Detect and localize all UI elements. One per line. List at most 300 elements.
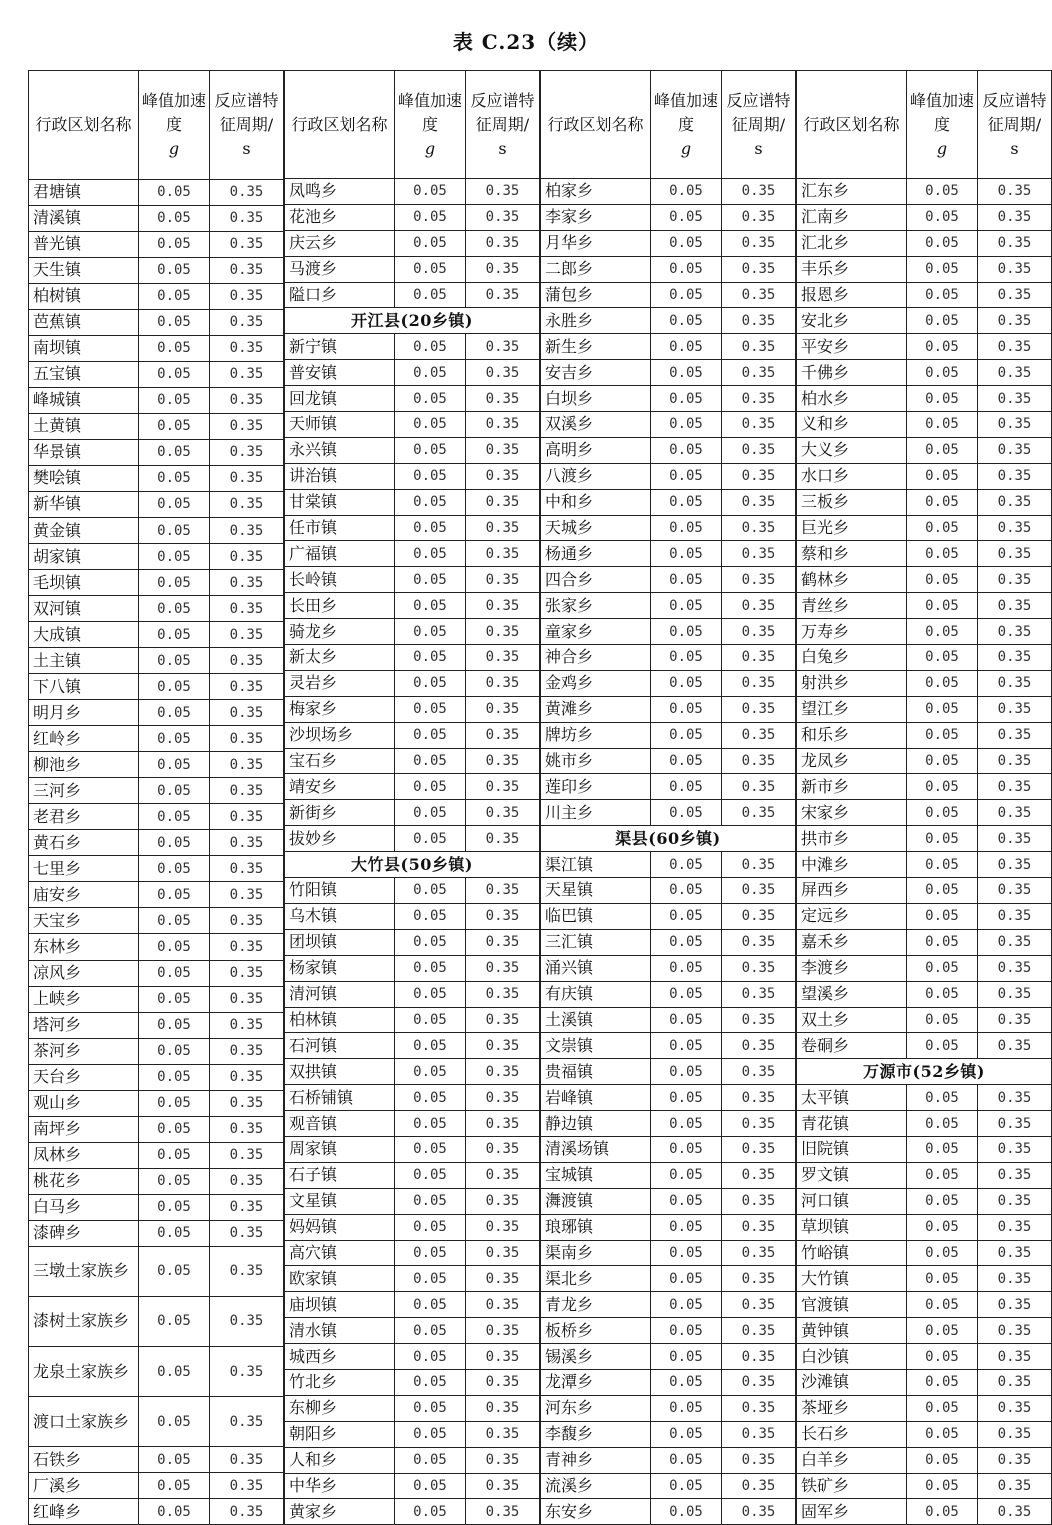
table-block-1 (28, 70, 284, 1525)
table-row (29, 778, 284, 804)
peak-acceleration-value: 0.05 (139, 700, 210, 726)
peak-acceleration-value: 0.05 (907, 878, 978, 904)
township-name: 庙安乡 (29, 882, 139, 908)
period-value: 0.35 (722, 696, 796, 722)
period-value: 0.35 (466, 903, 540, 929)
header-row (29, 71, 284, 180)
township-name: 李馥乡 (541, 1421, 651, 1447)
header-row (285, 71, 540, 179)
period-value: 0.35 (466, 1240, 540, 1266)
township-name: 凤林乡 (29, 1142, 139, 1168)
period-value: 0.35 (466, 748, 540, 774)
peak-acceleration-value: 0.05 (651, 308, 722, 334)
period-value: 0.35 (466, 1266, 540, 1292)
table-row (541, 230, 796, 256)
table-row (285, 800, 540, 826)
period-value: 0.35 (722, 412, 796, 438)
peak-acceleration-value: 0.05 (139, 908, 210, 934)
period-value: 0.35 (466, 282, 540, 308)
peak-acceleration-value: 0.05 (907, 282, 978, 308)
period-value: 0.35 (978, 645, 1052, 671)
period-value: 0.35 (210, 1090, 284, 1116)
table-row (285, 1162, 540, 1188)
peak-acceleration-value: 0.05 (139, 856, 210, 882)
table-row (797, 826, 1052, 852)
township-name: 定远乡 (797, 903, 907, 929)
header-name-label: 行政区划名称 (291, 114, 388, 134)
peak-acceleration-value: 0.05 (907, 1136, 978, 1162)
table-row (29, 908, 284, 934)
township-name: 青花镇 (797, 1111, 907, 1137)
header-name-label: 行政区划名称 (547, 114, 644, 134)
period-value: 0.35 (210, 1447, 284, 1473)
period-value: 0.35 (466, 1318, 540, 1344)
table-row (285, 1214, 540, 1240)
table-row (797, 1421, 1052, 1447)
table-row (29, 1038, 284, 1064)
peak-acceleration-value: 0.05 (395, 541, 466, 567)
township-name: 拱市乡 (797, 826, 907, 852)
peak-acceleration-value: 0.05 (651, 230, 722, 256)
table-row (29, 361, 284, 387)
period-value: 0.35 (978, 256, 1052, 282)
period-value: 0.35 (210, 726, 284, 752)
peak-acceleration-value: 0.05 (395, 1188, 466, 1214)
table-row (29, 1447, 284, 1473)
peak-acceleration-value: 0.05 (907, 852, 978, 878)
township-name: 天生镇 (29, 257, 139, 283)
peak-acceleration-value: 0.05 (651, 1240, 722, 1266)
township-name: 黄家乡 (285, 1499, 395, 1525)
township-name: 有庆镇 (541, 981, 651, 1007)
table-row (29, 1397, 284, 1447)
table-row (285, 256, 540, 282)
peak-acceleration-value: 0.05 (139, 1090, 210, 1116)
peak-acceleration-value: 0.05 (139, 335, 210, 361)
peak-acceleration-value: 0.05 (139, 1168, 210, 1194)
township-name: 新太乡 (285, 645, 395, 671)
peak-acceleration-value: 0.05 (395, 1292, 466, 1318)
period-value: 0.35 (466, 774, 540, 800)
period-value: 0.35 (466, 645, 540, 671)
township-name: 沙滩镇 (797, 1369, 907, 1395)
period-value: 0.35 (722, 1499, 796, 1525)
township-name: 拔妙乡 (285, 826, 395, 852)
period-value: 0.35 (722, 308, 796, 334)
table-row (29, 674, 284, 700)
period-value: 0.35 (978, 1214, 1052, 1240)
period-value: 0.35 (722, 1214, 796, 1240)
township-name: 南坝镇 (29, 335, 139, 361)
township-name: 黄钟镇 (797, 1318, 907, 1344)
peak-acceleration-value: 0.05 (907, 1292, 978, 1318)
peak-acceleration-value: 0.05 (907, 1499, 978, 1525)
township-name: 李家乡 (541, 204, 651, 230)
table-row (541, 748, 796, 774)
table-row (29, 1168, 284, 1194)
peak-acceleration-value: 0.05 (651, 515, 722, 541)
period-value: 0.35 (466, 1344, 540, 1370)
township-name: 厂溪乡 (29, 1473, 139, 1499)
table-row (797, 1214, 1052, 1240)
township-name: 报恩乡 (797, 282, 907, 308)
table-row (797, 1188, 1052, 1214)
peak-acceleration-value: 0.05 (395, 593, 466, 619)
period-value: 0.35 (466, 541, 540, 567)
table-row (797, 981, 1052, 1007)
township-name: 石河镇 (285, 1033, 395, 1059)
peak-acceleration-value: 0.05 (907, 1033, 978, 1059)
period-value: 0.35 (466, 800, 540, 826)
period-value: 0.35 (466, 386, 540, 412)
table-row (29, 283, 284, 309)
table-row (285, 463, 540, 489)
peak-acceleration-value: 0.05 (395, 1136, 466, 1162)
peak-acceleration-value: 0.05 (907, 256, 978, 282)
peak-acceleration-value: 0.05 (139, 1499, 210, 1525)
table-row (29, 934, 284, 960)
peak-acceleration-value: 0.05 (651, 541, 722, 567)
period-value: 0.35 (210, 439, 284, 465)
peak-acceleration-value: 0.05 (651, 334, 722, 360)
table-row (797, 179, 1052, 205)
township-name: 渡口土家族乡 (29, 1397, 139, 1447)
period-value: 0.35 (210, 361, 284, 387)
township-name: 隘口乡 (285, 282, 395, 308)
header-name (285, 71, 395, 179)
peak-acceleration-value: 0.05 (907, 1085, 978, 1111)
peak-acceleration-value: 0.05 (395, 1007, 466, 1033)
township-name: 竹阳镇 (285, 878, 395, 904)
period-value: 0.35 (722, 774, 796, 800)
peak-acceleration-value: 0.05 (651, 179, 722, 205)
peak-acceleration-value: 0.05 (395, 1344, 466, 1370)
period-value: 0.35 (722, 981, 796, 1007)
table-row (541, 282, 796, 308)
table-row (797, 1318, 1052, 1344)
township-name: 讲治镇 (285, 463, 395, 489)
township-name: 新华镇 (29, 491, 139, 517)
period-value: 0.35 (722, 1111, 796, 1137)
township-name: 天城乡 (541, 515, 651, 541)
township-name: 文崇镇 (541, 1033, 651, 1059)
header-characteristic-period (978, 71, 1052, 179)
period-value: 0.35 (466, 619, 540, 645)
header-period-label: 反应谱特征周期/ (726, 90, 791, 134)
table-row (797, 541, 1052, 567)
table-row (285, 826, 540, 852)
header-name (797, 71, 907, 179)
header-peak-acceleration (907, 71, 978, 179)
period-value: 0.35 (978, 722, 1052, 748)
period-value: 0.35 (210, 752, 284, 778)
peak-acceleration-value: 0.05 (395, 1369, 466, 1395)
table-row (29, 179, 284, 205)
header-accel-unit: g (424, 138, 436, 158)
period-value: 0.35 (722, 1240, 796, 1266)
township-name: 锡溪乡 (541, 1344, 651, 1370)
peak-acceleration-value: 0.05 (651, 1214, 722, 1240)
header-period-unit: s (242, 138, 251, 158)
township-name: 巨光乡 (797, 515, 907, 541)
table-row (541, 670, 796, 696)
township-name: 普安镇 (285, 360, 395, 386)
table-row (285, 722, 540, 748)
table-row (285, 1240, 540, 1266)
table-row (541, 903, 796, 929)
table-row (285, 1499, 540, 1525)
township-name: 黄金镇 (29, 517, 139, 543)
peak-acceleration-value: 0.05 (395, 903, 466, 929)
township-name: 清河镇 (285, 981, 395, 1007)
table-row (29, 960, 284, 986)
table-row (541, 437, 796, 463)
township-name: 双拱镇 (285, 1059, 395, 1085)
period-value: 0.35 (722, 1421, 796, 1447)
peak-acceleration-value: 0.05 (395, 645, 466, 671)
township-name: 茶河乡 (29, 1038, 139, 1064)
township-name: 柏水乡 (797, 386, 907, 412)
period-value: 0.35 (722, 748, 796, 774)
township-name: 甘棠镇 (285, 489, 395, 515)
peak-acceleration-value: 0.05 (907, 619, 978, 645)
township-name: 杨家镇 (285, 955, 395, 981)
period-value: 0.35 (978, 696, 1052, 722)
period-value: 0.35 (978, 567, 1052, 593)
table-row (29, 1012, 284, 1038)
township-name: 妈妈镇 (285, 1214, 395, 1240)
township-name: 千佛乡 (797, 360, 907, 386)
table-row (285, 593, 540, 619)
period-value: 0.35 (210, 986, 284, 1012)
table-row (797, 1344, 1052, 1370)
table-row (29, 231, 284, 257)
table-row (541, 360, 796, 386)
county-section-row (285, 852, 540, 878)
header-row (541, 71, 796, 179)
township-name: 河东乡 (541, 1395, 651, 1421)
table-row (285, 282, 540, 308)
township-name: 白马乡 (29, 1194, 139, 1220)
township-name: 沙坝场乡 (285, 722, 395, 748)
header-characteristic-period (722, 71, 796, 179)
period-value: 0.35 (466, 593, 540, 619)
period-value: 0.35 (466, 955, 540, 981)
table-row (29, 205, 284, 231)
township-name: 天师镇 (285, 412, 395, 438)
peak-acceleration-value: 0.05 (139, 1246, 210, 1296)
township-name: 白羊乡 (797, 1447, 907, 1473)
table-row (541, 1421, 796, 1447)
period-value: 0.35 (978, 1240, 1052, 1266)
table-row (797, 1473, 1052, 1499)
period-value: 0.35 (978, 1266, 1052, 1292)
peak-acceleration-value: 0.05 (907, 645, 978, 671)
township-name: 广福镇 (285, 541, 395, 567)
period-value: 0.35 (722, 619, 796, 645)
township-name: 长岭镇 (285, 567, 395, 593)
period-value: 0.35 (978, 204, 1052, 230)
period-value: 0.35 (210, 231, 284, 257)
period-value: 0.35 (466, 463, 540, 489)
period-value: 0.35 (978, 230, 1052, 256)
township-name: 永兴镇 (285, 437, 395, 463)
township-name: 黄滩乡 (541, 696, 651, 722)
period-value: 0.35 (978, 1395, 1052, 1421)
township-name: 土黄镇 (29, 413, 139, 439)
peak-acceleration-value: 0.05 (395, 1059, 466, 1085)
peak-acceleration-value: 0.05 (651, 955, 722, 981)
peak-acceleration-value: 0.05 (907, 1473, 978, 1499)
peak-acceleration-value: 0.05 (651, 1007, 722, 1033)
township-name: 新街乡 (285, 800, 395, 826)
header-row (797, 71, 1052, 179)
table-row (541, 955, 796, 981)
table-row (541, 1033, 796, 1059)
peak-acceleration-value: 0.05 (651, 696, 722, 722)
period-value: 0.35 (978, 515, 1052, 541)
period-value: 0.35 (722, 360, 796, 386)
peak-acceleration-value: 0.05 (395, 1318, 466, 1344)
period-value: 0.35 (978, 308, 1052, 334)
township-name: 庙坝镇 (285, 1292, 395, 1318)
township-name: 观山乡 (29, 1090, 139, 1116)
table-row (285, 1292, 540, 1318)
peak-acceleration-value: 0.05 (395, 230, 466, 256)
table-row (285, 645, 540, 671)
period-value: 0.35 (978, 774, 1052, 800)
table-row (541, 256, 796, 282)
peak-acceleration-value: 0.05 (907, 179, 978, 205)
period-value: 0.35 (210, 830, 284, 856)
peak-acceleration-value: 0.05 (139, 960, 210, 986)
seismic-parameter-table (28, 70, 1052, 1525)
table-row (797, 1162, 1052, 1188)
peak-acceleration-value: 0.05 (907, 748, 978, 774)
table-row (285, 929, 540, 955)
peak-acceleration-value: 0.05 (651, 1369, 722, 1395)
township-name: 官渡镇 (797, 1292, 907, 1318)
peak-acceleration-value: 0.05 (139, 1116, 210, 1142)
period-value: 0.35 (466, 334, 540, 360)
period-value: 0.35 (978, 1111, 1052, 1137)
peak-acceleration-value: 0.05 (395, 878, 466, 904)
period-value: 0.35 (722, 593, 796, 619)
table-row (541, 541, 796, 567)
table-row (797, 645, 1052, 671)
period-value: 0.35 (978, 1473, 1052, 1499)
period-value: 0.35 (210, 1246, 284, 1296)
period-value: 0.35 (722, 1318, 796, 1344)
peak-acceleration-value: 0.05 (139, 778, 210, 804)
period-value: 0.35 (978, 360, 1052, 386)
table-row (29, 1142, 284, 1168)
table-row (29, 1246, 284, 1296)
peak-acceleration-value: 0.05 (139, 283, 210, 309)
period-value: 0.35 (722, 1395, 796, 1421)
table-row (541, 1318, 796, 1344)
township-name: 涌兴镇 (541, 955, 651, 981)
township-name: 峰城镇 (29, 387, 139, 413)
period-value: 0.35 (978, 1007, 1052, 1033)
township-name: 安吉乡 (541, 360, 651, 386)
peak-acceleration-value: 0.05 (395, 1499, 466, 1525)
peak-acceleration-value: 0.05 (395, 204, 466, 230)
table-row (797, 1111, 1052, 1137)
table-row (797, 1240, 1052, 1266)
peak-acceleration-value: 0.05 (139, 205, 210, 231)
township-name: 宋家乡 (797, 800, 907, 826)
peak-acceleration-value: 0.05 (395, 722, 466, 748)
table-row (797, 256, 1052, 282)
peak-acceleration-value: 0.05 (139, 934, 210, 960)
township-name: 安北乡 (797, 308, 907, 334)
period-value: 0.35 (210, 700, 284, 726)
peak-acceleration-value: 0.05 (907, 308, 978, 334)
peak-acceleration-value: 0.05 (395, 1421, 466, 1447)
township-name: 梅家乡 (285, 696, 395, 722)
period-value: 0.35 (722, 1369, 796, 1395)
table-row (797, 1395, 1052, 1421)
township-name: 汇南乡 (797, 204, 907, 230)
table-row (285, 386, 540, 412)
township-name: 竹峪镇 (797, 1240, 907, 1266)
township-name: 童家乡 (541, 619, 651, 645)
period-value: 0.35 (466, 1369, 540, 1395)
table-row (797, 619, 1052, 645)
table-block-2 (284, 70, 540, 1525)
township-name: 观音镇 (285, 1111, 395, 1137)
peak-acceleration-value: 0.05 (907, 593, 978, 619)
peak-acceleration-value: 0.05 (651, 903, 722, 929)
peak-acceleration-value: 0.05 (395, 800, 466, 826)
peak-acceleration-value: 0.05 (651, 645, 722, 671)
table-row (285, 1007, 540, 1033)
peak-acceleration-value: 0.05 (139, 517, 210, 543)
township-name: 静边镇 (541, 1111, 651, 1137)
peak-acceleration-value: 0.05 (907, 1162, 978, 1188)
peak-acceleration-value: 0.05 (651, 800, 722, 826)
peak-acceleration-value: 0.05 (395, 489, 466, 515)
period-value: 0.35 (978, 463, 1052, 489)
township-name: 芭蕉镇 (29, 309, 139, 335)
township-name: 毛坝镇 (29, 570, 139, 596)
peak-acceleration-value: 0.05 (651, 204, 722, 230)
peak-acceleration-value: 0.05 (395, 696, 466, 722)
peak-acceleration-value: 0.05 (395, 1214, 466, 1240)
period-value: 0.35 (722, 645, 796, 671)
peak-acceleration-value: 0.05 (907, 981, 978, 1007)
peak-acceleration-value: 0.05 (651, 774, 722, 800)
header-period-unit: s (498, 138, 507, 158)
peak-acceleration-value: 0.05 (395, 748, 466, 774)
table-row (285, 1395, 540, 1421)
period-value: 0.35 (978, 670, 1052, 696)
peak-acceleration-value: 0.05 (139, 1064, 210, 1090)
table-row (541, 1059, 796, 1085)
township-name: 天台乡 (29, 1064, 139, 1090)
table-row (541, 1395, 796, 1421)
period-value: 0.35 (722, 1033, 796, 1059)
township-name: 漆碑乡 (29, 1220, 139, 1246)
peak-acceleration-value: 0.05 (139, 752, 210, 778)
township-name: 石铁乡 (29, 1447, 139, 1473)
period-value: 0.35 (210, 1012, 284, 1038)
period-value: 0.35 (978, 386, 1052, 412)
township-name: 柏林镇 (285, 1007, 395, 1033)
period-value: 0.35 (722, 1085, 796, 1111)
peak-acceleration-value: 0.05 (395, 179, 466, 205)
